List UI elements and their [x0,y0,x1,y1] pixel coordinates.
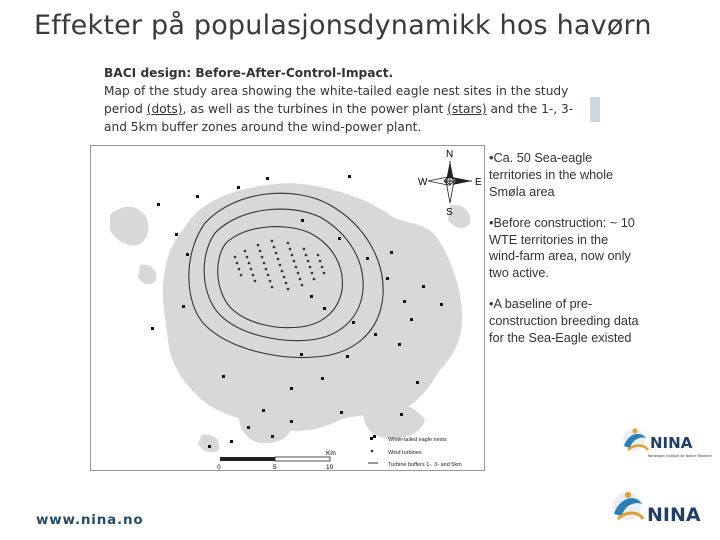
caption-text-2: , as well as the turbines in the power plant [182,102,448,117]
nina-logo-footer [605,484,705,532]
compass-w: W [418,177,428,188]
bullet-before-construction: •Before construction: ~ 10 WTE territories in the wind-farm area, now only two active. [489,215,635,281]
compass-s: S [446,207,453,218]
logo-text-large: NINA [647,504,701,526]
bullet-baseline: •A baseline of pre-construction breeding data for the Sea-Eagle existed [489,297,639,346]
scale-label-5: 5 [273,464,277,471]
compass-n: N [446,149,454,160]
study-area-map [90,145,485,471]
nina-logo [614,420,713,462]
caption-text-1: Map of the study area showing the white-tailed eagle nest sites in the study period [104,84,569,117]
page-title: Effekter på populasjonsdynamikk hos havørn [34,10,652,41]
compass-e: E [475,177,482,188]
caption-dots: (dots) [146,102,183,117]
caption-heading: BACI design: Before-After-Control-Impact. [104,66,394,80]
caption-stars: (stars) [447,102,487,117]
map-caption [90,62,590,140]
logo-subtext: Norwegian Institute for Nature Research [648,454,713,458]
legend-buffers: Turbine buffers 1-, 3- and 5km [388,462,462,468]
info-bullets [489,150,639,361]
scale-label-0: 0 [217,464,221,471]
caption-text-3: and the 1-, 3- and 5km buffer zones around the wind-power plant. [104,102,574,135]
legend-turbines: Wind turbines [388,450,422,456]
legend-nests: White-tailed eagle nests [388,437,447,443]
bullet-territories: •Ca. 50 Sea-eagle territories in the whole Smøla area [489,151,614,199]
logo-text-small: NINA [650,434,693,452]
scale-unit: Km [326,450,336,457]
footer-url[interactable]: www.nina.no [36,512,144,528]
scale-label-10: 10 [326,464,334,471]
